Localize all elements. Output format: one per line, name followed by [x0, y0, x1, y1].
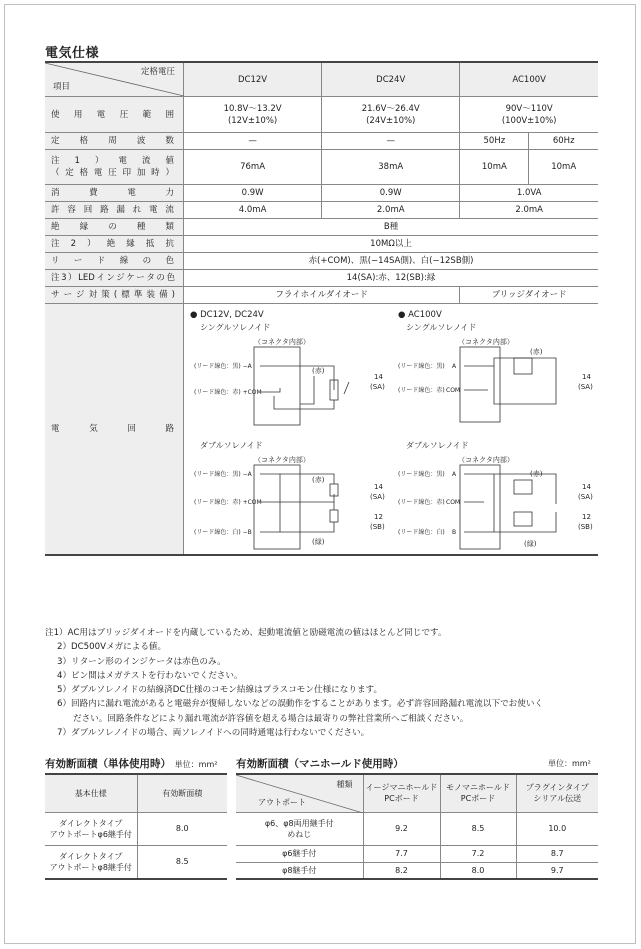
area-value: 7.7: [363, 845, 440, 862]
cell-value: 10mA: [529, 150, 598, 185]
row-label: 許容回路漏れ電流: [45, 202, 184, 219]
ac-single-label: シングルソレノイド: [406, 323, 477, 332]
ac-double-b: B: [452, 529, 457, 536]
area-single-title: [45, 756, 217, 771]
ac-single-sa: (SA): [578, 383, 593, 391]
header-rated-voltage: 定格電圧: [140, 67, 175, 77]
note-1: 注1）AC用はブリッジダイオードを内蔵しているため、起動電流値と励磁電流の値はほとんど同じです。: [45, 628, 447, 638]
note-4: 4）ピン間はメガテストを行わないでください。: [57, 670, 243, 681]
ac-double-com: COM: [446, 499, 461, 506]
col-dc24v: DC24V: [322, 62, 460, 97]
ac-double-sa: (SA): [578, 493, 593, 501]
circuit-diagram-cell: [184, 304, 599, 556]
cell-value: 0.9W: [322, 185, 460, 202]
dc-single-14: 14: [374, 373, 383, 381]
header-outport: アウトポート: [258, 797, 306, 807]
dc-single-lead-a: (リード線色：黒) −A: [194, 363, 252, 370]
header-basic-spec: 基本仕様: [45, 774, 137, 812]
col-header-line1: モノマニホールド: [446, 783, 510, 793]
ac-single-lead-red: (リード線色：赤): [398, 387, 445, 394]
ac-double-bridge-a: [514, 480, 532, 494]
ac-double-connector: （コネクタ内部）: [458, 456, 514, 464]
ac-double-14: 14: [582, 483, 591, 491]
dc-double-sa: (SA): [370, 493, 385, 501]
col-header-line2: PCボード: [384, 794, 419, 804]
cell-value: 76mA: [184, 150, 322, 185]
ac-double-label: ダブルソレノイド: [406, 441, 469, 450]
note-3: 3）リターン形のインジケータは赤色のみ。: [57, 656, 226, 667]
cell-value: 10MΩ以上: [184, 236, 599, 253]
dc-single-connector: （コネクタ内部）: [254, 338, 310, 346]
ac-single-14: 14: [582, 373, 591, 381]
note-7: 7）ダブルソレノイドの場合、両ソレノイドへの同時通電は行わないでください。: [57, 728, 370, 739]
ac-double-sb: (SB): [578, 523, 593, 531]
spec-row-insulation-class: [45, 219, 598, 236]
dc-single-red: (赤): [312, 367, 325, 375]
dc-double-coil-b: [330, 510, 338, 522]
cell-value: 0.9W: [184, 185, 322, 202]
col-header-line1: イージマニホールド: [365, 783, 438, 793]
ac-double-12: 12: [582, 513, 591, 521]
dc-double-connector-box: [254, 465, 300, 549]
area-manifold-table: [236, 773, 598, 880]
ac-double-green: (緑): [524, 540, 537, 548]
area-value: 8.5: [440, 812, 516, 845]
area-value: 8.2: [363, 862, 440, 879]
area-manifold-header: [236, 774, 598, 812]
area-manifold-unit: 単位：mm²: [548, 759, 591, 768]
area-value: 9.7: [516, 862, 598, 879]
ac-double-lead-black: (リード線色：黒): [398, 471, 445, 478]
cell-value: 2.0mA: [322, 202, 460, 219]
row-label: 定格周波数: [45, 133, 184, 150]
row-label: 使用電圧範囲: [45, 97, 184, 133]
col-header-line1: プラグインタイプ: [525, 783, 589, 793]
dc-double-sb: (SB): [370, 523, 385, 531]
ac-single-com: COM: [446, 387, 461, 394]
cell-value: 赤(+COM)、黒(−14SA側)、白(−12SB側): [184, 253, 599, 270]
note-5: 5）ダブルソレノイドの結線済DC仕様のコモン結線はプラスコモン仕様になります。: [57, 685, 383, 696]
spec-cell: [45, 845, 137, 879]
cell-value: 1.0VA: [460, 185, 598, 202]
spec-line2: アウトポートφ6継手付: [49, 829, 132, 839]
col-header: [516, 774, 598, 812]
area-manifold-row: [236, 862, 598, 879]
ac-single-red: (赤): [530, 348, 543, 356]
dc-double-label: ダブルソレノイド: [200, 441, 263, 450]
row-label: 電気回路: [45, 304, 184, 556]
col-dc12v: DC12V: [184, 62, 322, 97]
spec-cell: [45, 812, 137, 845]
area-manifold-row: [236, 812, 598, 845]
spec-row-circuit: [45, 304, 598, 556]
electrical-spec-table: [45, 61, 598, 556]
cell-value: 38mA: [322, 150, 460, 185]
cell-value: 60Hz: [529, 133, 598, 150]
outport-cell: φ6継手付: [236, 845, 363, 862]
cell-value: B種: [184, 219, 599, 236]
area-value: 8.0: [137, 812, 227, 845]
col-ac100v: AC100V: [460, 62, 598, 97]
circuit-diagrams: [184, 304, 598, 554]
spec-row-insulation-resistance: [45, 236, 598, 253]
col-header: [440, 774, 516, 812]
spec-line1: ダイレクトタイプ: [59, 818, 123, 828]
spec-row-surge: [45, 287, 598, 304]
area-single-unit: 単位：mm²: [174, 760, 218, 769]
spec-row-led-color: [45, 270, 598, 287]
diagonal-header-cell: [45, 62, 184, 97]
col-header-line2: PCボード: [460, 794, 496, 804]
spec-header-row: [45, 62, 598, 97]
dc-double-red: (赤): [312, 476, 325, 484]
spec-line1: ダイレクトタイプ: [59, 851, 123, 861]
note-6: 6）回路内に漏れ電流があると電磁弁が復帰しないなどの誤動作をすることがあります。必ず許容回路漏れ電流以下でお使いく: [57, 699, 544, 710]
area-value: 8.7: [516, 845, 598, 862]
spec-row-voltage-range: [45, 97, 598, 133]
spec-row-leak-current: [45, 202, 598, 219]
area-single-title-text: 有効断面積（単体使用時）: [45, 758, 171, 770]
col-header: [363, 774, 440, 812]
cell-value: 10mA: [460, 150, 529, 185]
cell-value: 21.6V〜26.4V (24V±10%): [322, 97, 460, 133]
cell-value: ブリッジダイオード: [460, 287, 598, 304]
outport-cell: [236, 812, 363, 845]
ac-double-red: (赤): [530, 470, 543, 478]
dc-single-led: [344, 382, 349, 394]
row-label: 消費電力: [45, 185, 184, 202]
cell-value: 50Hz: [460, 133, 529, 150]
area-manifold-title: 有効断面積（マニホールド使用時）: [236, 758, 404, 770]
row-label: 注3）LEDインジケータの色: [45, 270, 184, 287]
cell-value: —: [184, 133, 322, 150]
area-manifold-row: [236, 845, 598, 862]
ac-single-connector: （コネクタ内部）: [458, 338, 514, 346]
ac-title: ● AC100V: [398, 310, 442, 320]
dc-single-connector-box: [254, 347, 300, 425]
row-label: 注2）絶縁抵抗: [45, 236, 184, 253]
dc-double-lead-a: (リード線色：黒) −A: [194, 471, 252, 478]
area-value: 10.0: [516, 812, 598, 845]
cell-value: 90V〜110V (100V±10%): [460, 97, 598, 133]
ac-single-bridge: [514, 358, 532, 374]
dc-double-12: 12: [374, 513, 383, 521]
cell-value: 14(SA):赤、12(SB):緑: [184, 270, 599, 287]
spec-row-power: [45, 185, 598, 202]
ac-single-wiring: [464, 358, 556, 404]
row-label: 絶縁の種類: [45, 219, 184, 236]
outport-line1: φ6、φ8両用継手付: [264, 818, 334, 828]
ac-single-a: A: [452, 363, 457, 370]
cell-value: —: [322, 133, 460, 150]
row-label: [45, 150, 184, 185]
outport-line2: めねじ: [287, 829, 312, 839]
area-value: 8.5: [137, 845, 227, 879]
dc-double-14: 14: [374, 483, 383, 491]
dc-single-sa: (SA): [370, 383, 385, 391]
area-value: 7.2: [440, 845, 516, 862]
dc-double-lead-b: (リード線色：白) −B: [194, 529, 252, 536]
spec-row-current: [45, 150, 598, 185]
ac-double-lead-white: (リード線色：白): [398, 529, 445, 536]
header-area: 有効断面積: [137, 774, 227, 812]
section-title: 電気仕様: [45, 46, 100, 61]
area-value: 9.2: [363, 812, 440, 845]
row-label: リード線の色: [45, 253, 184, 270]
spec-row-frequency: [45, 133, 598, 150]
note-2: 2）DC500Vメガによる値。: [57, 642, 167, 653]
header-item: 項目: [53, 82, 71, 92]
notes: [45, 626, 543, 740]
area-single-row: [45, 812, 227, 845]
area-single-table: [45, 773, 227, 880]
diagonal-header-cell: [236, 774, 363, 812]
ac-double-lead-red: (リード線色：赤): [398, 499, 445, 506]
area-single-header: [45, 774, 227, 812]
dc-double-connector: （コネクタ内部）: [254, 456, 310, 464]
dc-double-green: (緑): [312, 538, 325, 546]
cell-value: 4.0mA: [184, 202, 322, 219]
dc-single-lead-com: (リード線色：赤) +COM: [194, 389, 262, 396]
note-6-cont: ださい。回路条件などにより漏れ電流が許容値を超える場合は最寄りの弊社営業所へご相談ください。: [73, 713, 469, 724]
ac-double-a: A: [452, 471, 457, 478]
dc-title: ● DC12V, DC24V: [190, 310, 264, 320]
dc-double-lead-com: (リード線色：赤) +COM: [194, 499, 262, 506]
col-header-line2: シリアル伝送: [533, 794, 582, 804]
outport-cell: φ8継手付: [236, 862, 363, 879]
area-value: 8.0: [440, 862, 516, 879]
cell-value: 10.8V〜13.2V (12V±10%): [184, 97, 322, 133]
ac-double-wiring: [464, 474, 556, 532]
spec-line2: アウトポートφ8継手付: [49, 862, 132, 872]
cell-value: フライホイルダイオード: [184, 287, 460, 304]
row-label: サージ対策(標準装備): [45, 287, 184, 304]
ac-single-lead-black: (リード線色：黒): [398, 363, 445, 370]
spec-row-lead-color: [45, 253, 598, 270]
ac-double-bridge-b: [514, 512, 532, 526]
cell-value: 2.0mA: [460, 202, 598, 219]
dc-single-label: シングルソレノイド: [200, 323, 271, 332]
row-label-line2: （定格電圧印加時）: [51, 168, 175, 178]
header-kind: 種類: [336, 780, 353, 789]
row-label-line1: 注1）電流値: [51, 156, 175, 166]
area-single-row: [45, 845, 227, 879]
